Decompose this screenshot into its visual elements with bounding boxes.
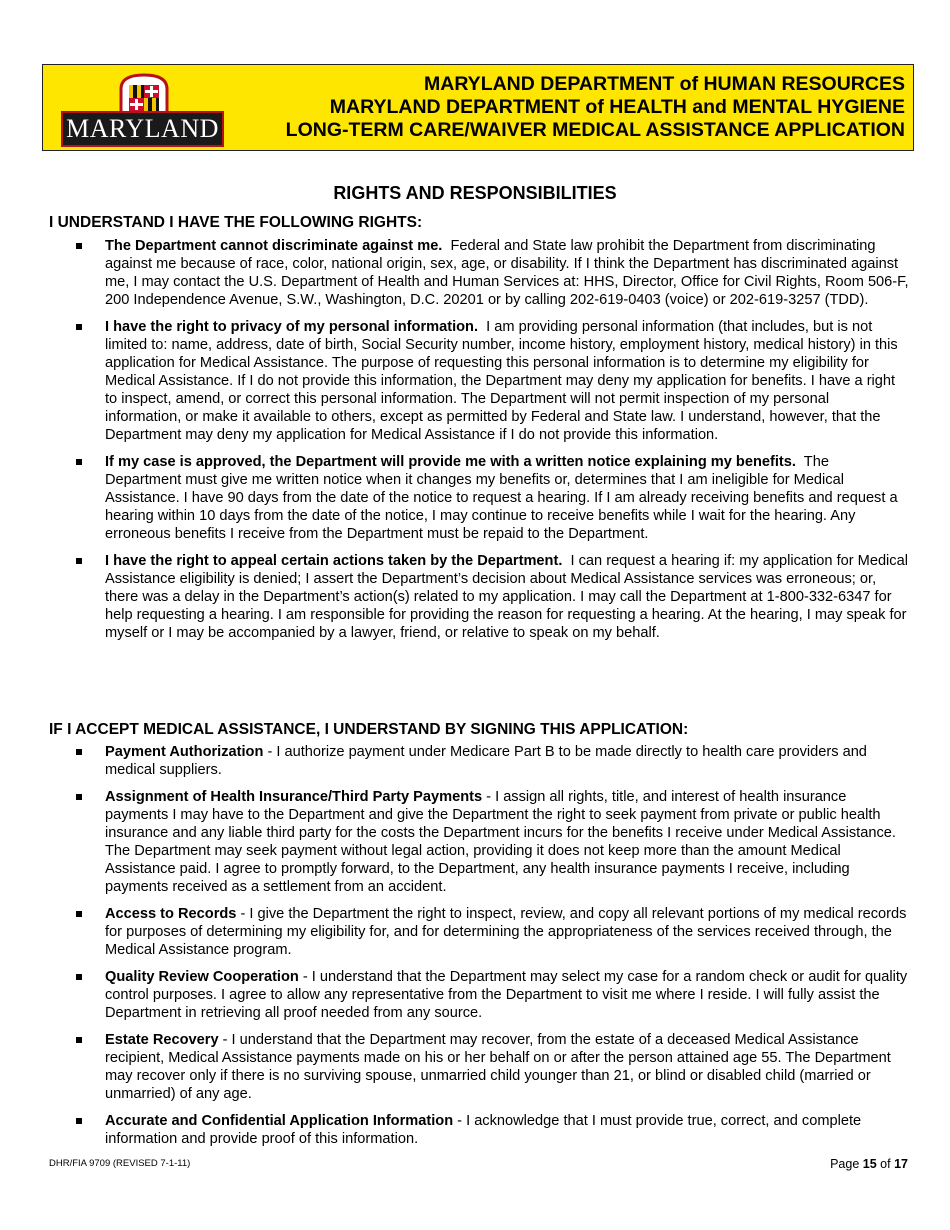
list-item [49, 1031, 909, 1103]
list-item [49, 453, 909, 543]
item-lead: I have the right to privacy of my personal information. [105, 319, 479, 335]
bullet-icon [76, 794, 82, 800]
item-lead: Access to Records [105, 906, 237, 922]
item-text: The Department must give me written notice when it changes my benefits or, determines that I am ineligible for Medical Assistance. I have 90 days from the date of the notice to request a hearing. If I am already receiving benefits and request a hearing within 10 days from the date of the notice, I may continue to receive benefits while I wait for the hearing. Any erroneous benefits I receive from the Department must be repaid to the Department. [105, 454, 898, 542]
list-item [49, 905, 909, 959]
item-text: I can request a hearing if: my application for Medical Assistance eligibility is denied; I assert the Department’s decision about Medical Assistance services was erroneous; or, there was a delay in the Department’s action(s) related to my application. I may call the Department at 1-800-332-6347 for help requesting a hearing. I am responsible for providing the reason for requesting a hearing. At the hearing, I may speak for myself or I may be accompanied by a lawyer, friend, or relative to speak on my behalf. [105, 553, 908, 641]
bullet-icon [76, 324, 82, 330]
list-item [49, 237, 909, 309]
item-lead: I have the right to appeal certain actions taken by the Department. [105, 553, 563, 569]
list-item [49, 743, 909, 779]
page-current: 15 [862, 1157, 877, 1171]
list-item [49, 788, 909, 896]
bullet-icon [76, 974, 82, 980]
maryland-logo [61, 71, 224, 145]
header-line-dhmh: MARYLAND DEPARTMENT of HEALTH and MENTAL HYGIENE [329, 96, 905, 118]
rights-heading: I UNDERSTAND I HAVE THE FOLLOWING RIGHTS: [49, 214, 423, 231]
page-total: 17 [894, 1157, 908, 1171]
bullet-icon [76, 1037, 82, 1043]
item-lead: Payment Authorization [105, 744, 264, 760]
logo-text: MARYLAND [66, 114, 219, 143]
page-number [830, 1157, 908, 1171]
bullet-icon [76, 558, 82, 564]
item-lead: If my case is approved, the Department will provide me with a written notice explaining my benefits. [105, 454, 796, 470]
bullet-icon [76, 1118, 82, 1124]
form-id: DHR/FIA 9709 (REVISED 7-1-11) [49, 1158, 191, 1169]
item-lead: Quality Review Cooperation [105, 969, 299, 985]
item-lead: Estate Recovery [105, 1032, 219, 1048]
item-text: - I authorize payment under Medicare Part B to be made directly to health care providers and medical suppliers. [105, 744, 867, 778]
item-text: - I give the Department the right to inspect, review, and copy all relevant portions of my medical records for purposes of determining my eligibility for, and for determining the appropriateness of the services received through, the Medical Assistance program. [105, 906, 907, 958]
item-lead: Accurate and Confidential Application Information [105, 1113, 454, 1129]
item-text: - I understand that the Department may recover, from the estate of a deceased Medical Assistance recipient, Medical Assistance payments made on his or her behalf on or after the person attained age 55. The Department may recover only if there is no surviving spouse, unmarried child younger than 21, or blind or disabled child (married or unmarried) of any age. [105, 1032, 891, 1102]
bullet-icon [76, 243, 82, 249]
page-prefix: Page [830, 1157, 860, 1171]
list-item [49, 552, 909, 642]
header-line-application: LONG-TERM CARE/WAIVER MEDICAL ASSISTANCE APPLICATION [285, 119, 905, 141]
item-text: Federal and State law prohibit the Department from discriminating against me because of race, color, national origin, sex, age, or disability. If I think the Department has discriminated against me, I may contact the U.S. Department of Health and Human Services at: HHS, Director, Office for Civil Rights, Room 506-F, 200 Independence Avenue, S.W., Washington, D.C. 20201 or by calling 202-619-0403 (voice) or 202-619-3257 (TDD). [105, 238, 909, 308]
item-lead: Assignment of Health Insurance/Third Party Payments [105, 789, 483, 805]
header-band [42, 64, 914, 151]
list-item [49, 1112, 909, 1148]
bullet-icon [76, 749, 82, 755]
page-of: of [880, 1157, 891, 1171]
rights-list [49, 237, 909, 651]
acceptance-heading: IF I ACCEPT MEDICAL ASSISTANCE, I UNDERSTAND BY SIGNING THIS APPLICATION: [49, 721, 689, 738]
item-text: - I acknowledge that I must provide true, correct, and complete information and provide proof of this information. [105, 1113, 862, 1147]
item-text: - I assign all rights, title, and interest of health insurance payments I may have to the Department and give the Department the right to seek payment from private or public health insurance and any liable third party for the costs the Department incurs for the benefits I receive under Medical Assistance. The Department may seek payment without legal action, providing it does not keep more than the amount Medical Assistance paid. I agree to promptly forward, to the Department, any health insurance payments I receive, including payments received as a settlement from an accident. [105, 789, 896, 895]
list-item [49, 318, 909, 444]
bullet-icon [76, 459, 82, 465]
list-item [49, 968, 909, 1022]
bullet-icon [76, 911, 82, 917]
item-text: I am providing personal information (that includes, but is not limited to: name, address, date of birth, Social Security number, income history, employment history, medical history) in this application for Medical Assistance. The purpose of requesting this personal information is to determine my eligibility for Medical Assistance. If I do not provide this information, the Department may deny my application for benefits. I have a right to inspect, amend, or correct this personal information. The Department will not permit inspection of my personal information, or make it available to others, except as permitted by Federal and State law. I understand, however, that the Department may deny my application for Medical Assistance if I do not provide this information. [105, 319, 898, 443]
logo-wordmark [61, 111, 224, 147]
page-title: RIGHTS AND RESPONSIBILITIES [333, 183, 617, 203]
header-title-block [286, 73, 905, 142]
acceptance-list [49, 743, 909, 1157]
item-text: - I understand that the Department may select my case for a random check or audit for quality control purposes. I agree to allow any representative from the Department to visit me where I reside. I will fully assist the Department in retrieving all proof needed from any source. [105, 969, 908, 1021]
item-lead: The Department cannot discriminate against me. [105, 238, 443, 254]
header-line-dhr: MARYLAND DEPARTMENT of HUMAN RESOURCES [424, 73, 905, 95]
